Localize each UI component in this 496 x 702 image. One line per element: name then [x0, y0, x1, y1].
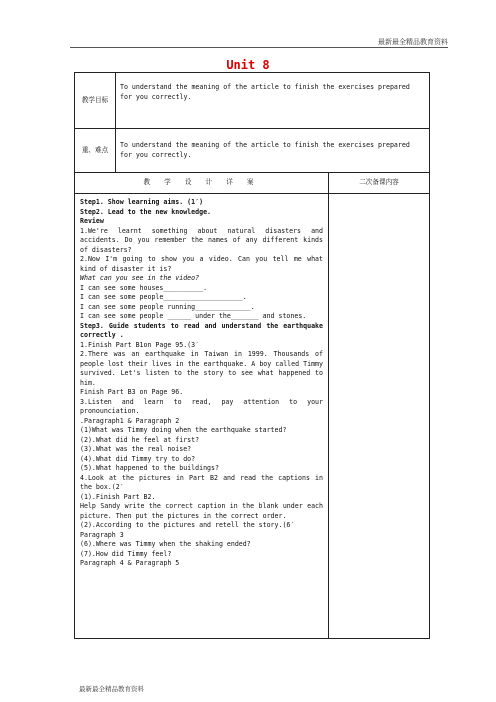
keypoints-row — [75, 129, 430, 173]
body-line: Paragraph 4 & Paragraph 5 — [80, 559, 180, 567]
footer-watermark: 最新最全精品教育资料 — [79, 685, 144, 693]
body-line: (6).Where was Timmy when the shaking ended? — [80, 540, 251, 548]
body-line: (4).What did Timmy try to do? — [80, 454, 196, 463]
body-line: Step1. Show learning aims. (1′) — [80, 198, 204, 206]
body-line: What can you see in the video? — [80, 274, 200, 282]
body-line: 2.There was an earthquake in Taiwan in 1999. Thousands of people lost their lives in the earthquake. A boy called Timmy survived. Let's listen to the story to see what happened to him. — [80, 350, 323, 387]
body-line: Review — [80, 217, 104, 225]
keypoints-text: To understand the meaning of the article to finish the exercises prepared for you correctly. — [116, 129, 430, 173]
revision-body — [329, 194, 430, 639]
body-line: Help Sandy write the correct caption in the blank under each picture. Then put the pictures in the correct order. — [80, 502, 323, 520]
body-line: 2.Now I'm going to show you a video. Can you tell me what kind of disaster it is? — [80, 255, 323, 273]
body-line: Paragraph 3 — [80, 530, 124, 539]
objectives-label: 教学目标 — [75, 73, 116, 129]
body-line: I can see some people____________________. — [80, 293, 247, 301]
body-line: (3).What was the real noise? — [80, 445, 192, 453]
body-line: (7).How did Timmy feel? — [80, 549, 172, 558]
body-line: 4.Look at the pictures in Part B2 and read the captions in the box.(2′ — [80, 473, 323, 491]
design-body-row — [75, 194, 430, 639]
objectives-row — [75, 73, 430, 129]
body-line: (5).What happened to the buildings? — [80, 464, 219, 472]
body-line: 1.Finish Part B1on Page 95.(3′ — [80, 340, 200, 349]
header-watermark: 最新最全精品教育资料 — [378, 38, 448, 46]
lesson-plan-table — [74, 72, 430, 639]
design-header: 教 学 设 计 详 案 — [75, 173, 329, 194]
objectives-text: To understand the meaning of the article to finish the exercises prepared for you correctly. — [116, 73, 430, 129]
body-line: Finish Part B3 on Page 96. — [80, 388, 184, 396]
page-title: Unit 8 — [226, 58, 270, 72]
body-line: Step3. Guide students to read and understand the earthquake correctly . — [80, 321, 323, 339]
body-line: .Paragraph1 & Paragraph 2 — [80, 416, 180, 425]
keypoints-label: 重、难点 — [75, 129, 116, 173]
body-line: 3.Listen and learn to read, pay attention to your pronounciation. — [80, 397, 323, 415]
body-line: (1).Finish Part B2. — [80, 492, 156, 501]
body-line: (1)What was Timmy doing when the earthquake started? — [80, 426, 287, 434]
body-line: I can see some people ______ under the_______ and stones. — [80, 312, 307, 320]
body-line: I can see some houses__________. — [80, 283, 208, 292]
body-line: (2).What did he feel at first? — [80, 435, 200, 444]
design-header-row — [75, 173, 430, 194]
body-line: 1.We're learnt something about natural disasters and accidents. Do you remember the names of any different kinds of disasters? — [80, 226, 323, 254]
body-line: (2).According to the pictures and retell the story.(6′ — [80, 521, 295, 529]
body-line: I can see some people running______________. — [80, 302, 255, 311]
body-line: Step2. Lead to the new knowledge. — [80, 207, 212, 216]
design-body — [75, 194, 329, 639]
revision-header: 二次备课内容 — [329, 173, 430, 194]
header-divider — [70, 47, 448, 48]
